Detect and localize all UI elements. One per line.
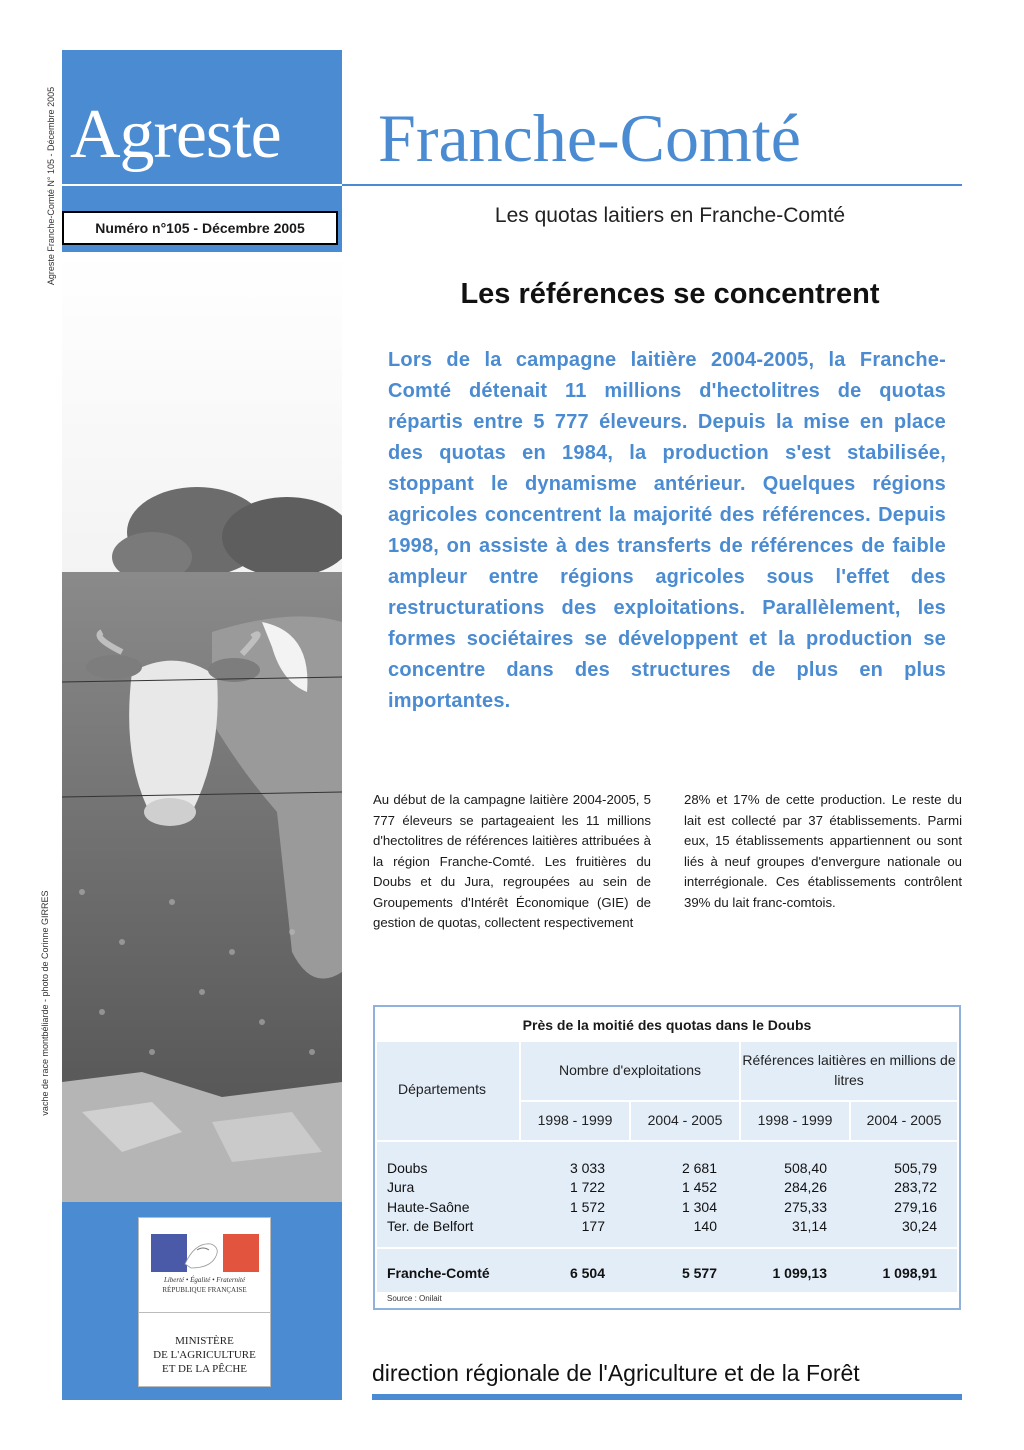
table-cell: 284,26 (784, 1179, 827, 1195)
table-cell: 2 681 (681, 1160, 717, 1176)
table-cell: 1 572 (569, 1199, 605, 1215)
table-cell: 279,16 (894, 1199, 937, 1215)
header-year: 2004 - 2005 (647, 1112, 723, 1128)
row-label: Ter. de Belfort (387, 1218, 474, 1234)
quota-table (373, 1005, 961, 1310)
table-divider (377, 1247, 957, 1249)
table-cell: 1 304 (681, 1199, 717, 1215)
region-title: Franche-Comté (378, 100, 801, 176)
header-departements: Départements (398, 1081, 486, 1097)
photo-credit: vache de race montbéliarde - photo de Corinne GIRRES (40, 890, 50, 1116)
logo-republic: RÉPUBLIQUE FRANÇAISE (162, 1286, 247, 1294)
table-cell: 1 452 (681, 1179, 717, 1195)
table-body (377, 1042, 957, 1292)
ministry-name: MINISTÈRE DE L'AGRICULTURE ET DE LA PÊCHE (153, 1335, 256, 1375)
row-label: Doubs (387, 1160, 428, 1176)
table-cell: 508,40 (784, 1160, 827, 1176)
table-cell: 31,14 (791, 1218, 827, 1234)
total-cell: 1 098,91 (882, 1265, 937, 1281)
table-cell: 505,79 (894, 1160, 937, 1176)
total-cell: 6 504 (569, 1265, 605, 1281)
publication-subtitle: Les quotas laitiers en Franche-Comté (494, 204, 846, 227)
total-label: Franche-Comté (387, 1265, 490, 1281)
header-year: 2004 - 2005 (866, 1112, 942, 1128)
total-cell: 1 099,13 (772, 1265, 827, 1281)
footer-rule (372, 1394, 962, 1400)
table-cell: 1 722 (569, 1179, 605, 1195)
row-label: Haute-Saône (387, 1199, 470, 1215)
article-column-left: Au début de la campagne laitière 2004-2005, 5 777 éleveurs se partageaient les 11 millions d'hectolitres de références laitières attribuées à la région Franche-Comté. Les fruitières du Doubs et du Jura, regroupées au sein de Groupements d'Intérêt Économique (GIE) de gestion de quotas, collectent respectivement (373, 792, 651, 930)
table-cell: 3 033 (569, 1160, 605, 1176)
table-divider (377, 1140, 957, 1142)
table-cell: 30,24 (901, 1218, 937, 1234)
table-title: Près de la moitié des quotas dans le Doubs (522, 1017, 812, 1033)
cow-photo (62, 252, 342, 1202)
article-column-right: 28% et 17% de cette production. Le reste du lait est collecté par 37 établissements. Parmi eux, 15 établissements appartiennent ou sont liés à neuf groupes d'envergure nationale ou interrégionale. Ces établissements contrôlent 39% du lait franc-comtois. (684, 792, 962, 910)
total-cell: 5 577 (681, 1265, 717, 1281)
marianne-logo-icon (151, 1234, 259, 1272)
article-headline: Les références se concentrent (460, 278, 880, 310)
issue-label: Numéro n°105 - Décembre 2005 (62, 211, 338, 245)
table-cell: 283,72 (894, 1179, 937, 1195)
brand-title: Agreste (70, 96, 281, 173)
header-year: 1998 - 1999 (537, 1112, 613, 1128)
row-label: Jura (387, 1179, 415, 1195)
table-cell: 275,33 (784, 1199, 827, 1215)
header-exploitations: Nombre d'exploitations (559, 1062, 701, 1078)
footer-text: direction régionale de l'Agriculture et de la Forêt (372, 1360, 860, 1386)
table-source: Source : Onilait (387, 1294, 442, 1303)
ministry-logo (138, 1217, 271, 1387)
header-references: Références laitières en millions de litres (742, 1052, 956, 1088)
masthead-rule-inner (62, 184, 342, 186)
table-cell: 140 (693, 1218, 717, 1234)
logo-divider (139, 1312, 270, 1313)
table-cell: 177 (581, 1218, 605, 1234)
logo-motto: Liberté • Égalité • Fraternité (163, 1276, 246, 1284)
side-note-issue: Agreste Franche-Comté N° 105 - Décembre 2005 (46, 86, 56, 286)
table-divider (519, 1100, 957, 1102)
article-lead: Lors de la campagne laitière 2004-2005, la Franche-Comté détenait 11 millions d'hectolitres de quotas répartis entre 5 777 éleveurs. Depuis la mise en place des quotas en 1984, la production s'est stabilisée, stoppant le dynamisme antérieur. Quelques régions agricoles concentrent la majorité des références. Depuis 1998, on assiste à des transferts de références de faible ampleur entre régions agricoles sous l'effet des restructurations des exploitations. Parallèlement, les formes sociétaires se développent et la production se concentre dans des structures de plus en plus importantes. (388, 349, 946, 712)
header-year: 1998 - 1999 (757, 1112, 833, 1128)
